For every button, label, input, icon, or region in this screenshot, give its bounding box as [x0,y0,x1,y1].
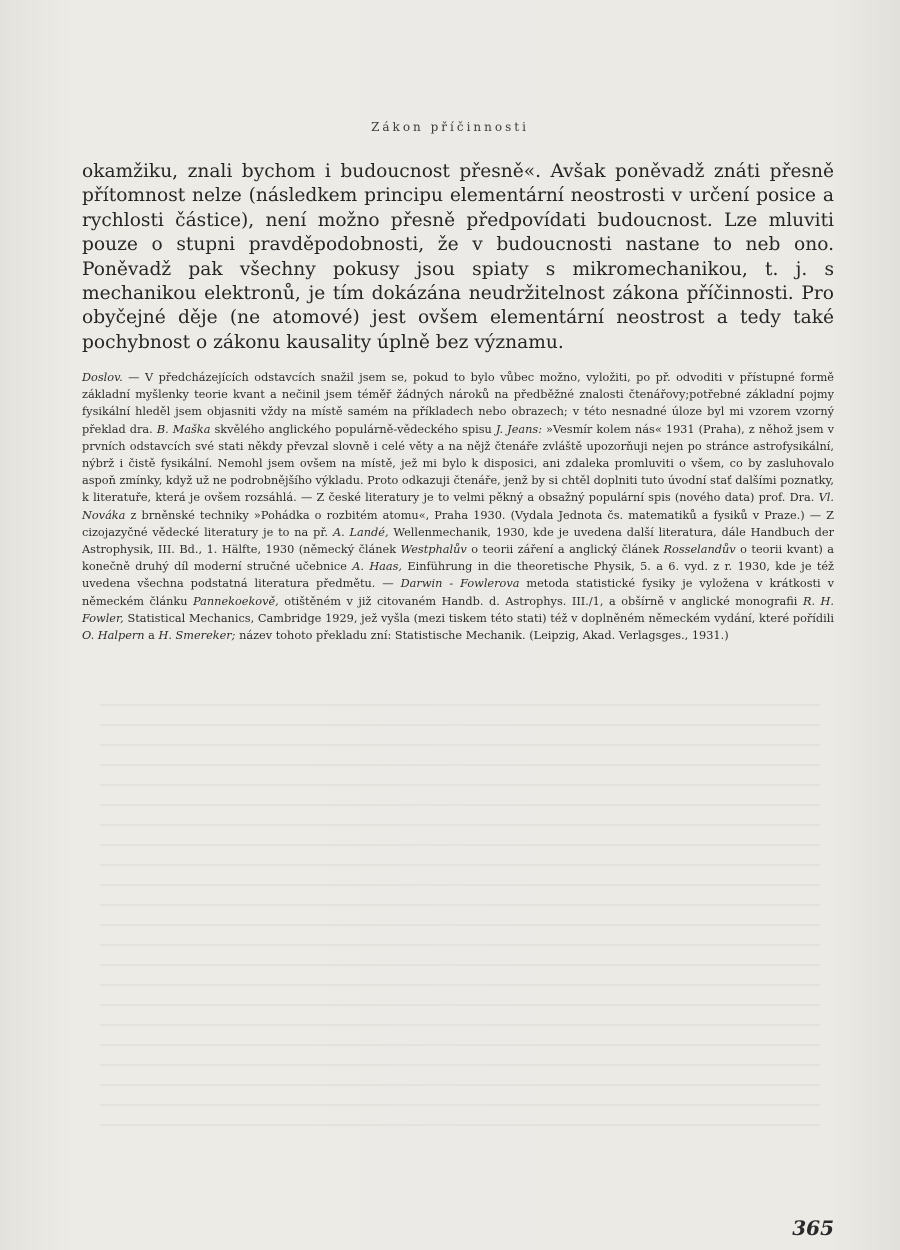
running-title: Zákon příčinnosti [371,120,529,134]
note-text: z brněnské techniky »Pohádka o rozbitém atomu«, Praha 1930. (Vydala Jednota čs. matematiků a fysiků v Praze.) — Z cizojazyčné vědecké literatury je to na př. [82,508,834,539]
author-name: Darwin - Fowlerova [400,577,520,591]
note-text: o teorii kvant) a konečně druhý díl moderní stručné učebnice [82,543,834,574]
author-name: Westphalův [400,543,467,557]
note-text: Statistical Mechanics, Cambridge 1929, jež vyšla (mezi tiskem této stati) též v doplněném německém vydání, které pořídili [123,611,834,625]
note-text: »Vesmír kolem nás« 1931 (Praha), z něhož jsem v prvních odstavcích své stati někdy převzal slovně i celé věty a na nějž čtenáře zvláště upozorňuji nejen po stránce astrofysikální, nýbrž i čistě fysikální. Nemohl jsem ovšem na místě, jež mi bylo k disposici, ani zdaleka promluviti o všem, co by zasluhovalo aspoň zmínky, když už ne podrobnějšího výkladu. Proto odkazuji čtenáře, jenž by si chtěl doplniti tuto úvodní stať dalšími poznatky, k literatuře, která je ovšem rozsáhlá. — Z české literatury je to velmi pěkný a obsažný populární spis (nového data) prof. Dra. [82,422,834,505]
author-name: J. Jeans: [495,422,542,436]
author-name: H. Smereker; [158,629,236,643]
note-text: otištěném v již citovaném Handb. d. Astrophys. III./1, a obšírně v anglické monografii [278,594,803,608]
author-name: R. H. Fowler, [82,594,835,625]
show-through-texture [100,690,820,1130]
afterword-label: Doslov. [82,371,123,384]
note-text: Wellenmechanik, 1930, kde je uvedena další literatura, dále Handbuch der Astrophysik, III. Bd., 1. Hälfte, 1930 (německý článek [82,525,834,557]
author-name: Rosselandův [663,543,736,557]
note-text: a [144,629,159,643]
page-number: 365 [792,1216,834,1240]
main-paragraph: okamžiku, znali bychom i budoucnost přesně«. Avšak poněvadž znáti přesně přítomnost nelze (následkem principu elementární neostrosti v určení posice a rychlosti částice), není možno přesně předpovídati budoucnost. Lze mluviti pouze o stupni pravděpodobnosti, že v budoucnosti nastane to neb ono. Poněvadž pak všechny pokusy jsou spiaty s mikromechanikou, t. j. s mechanikou elektronů, je tím dokázána neudržitelnost zákona příčinnosti. Pro obyčejné děje (ne atomové) jest ovšem elementární neostrost a tedy také pochybnost o zákonu kausality úplně bez významu. [82,161,834,353]
note-text: o teorii záření a anglický článek [466,543,664,557]
author-name: Vl. Nováka [82,491,834,522]
note-text: skvělého anglického populárně-vědeckého spisu [210,422,496,436]
note-text: — V předcházejících odstavcích snažil jsem se, pokud to bylo vůbec možno, vyložiti, po př. odvoditi v přístupné formě základní myšlenky teorie kvant a nečinil jsem téměř žádných nároků na předběžné znalosti čtenářovy;potřebné základní pojmy fysikální hleděl jsem objasniti vždy na místě samém na příkladech nebo obrazech; v této nesnadné úloze byl mi vzorem vzorný překlad dra. [82,371,834,436]
note-text: Einführung in die theoretische Physik, 5. a 6. vyd. z r. 1930, kde je též uvedena všechna podstatná literatura předmětu. — [82,560,834,591]
note-text: metoda statistické fysiky je vyložena v krátkosti v německém článku [82,577,834,608]
author-name: Pannekoekově, [193,594,279,608]
note-text: název tohoto překladu zní: Statistische Mechanik. (Leipzig, Akad. Verlagsges., 1931.) [235,629,729,643]
author-name: A. Landé, [332,525,389,539]
author-name: O. Halpern [82,629,145,643]
afterword-note [82,369,834,644]
author-name: B. Maška [156,422,211,436]
author-name: A. Haas, [352,560,403,574]
